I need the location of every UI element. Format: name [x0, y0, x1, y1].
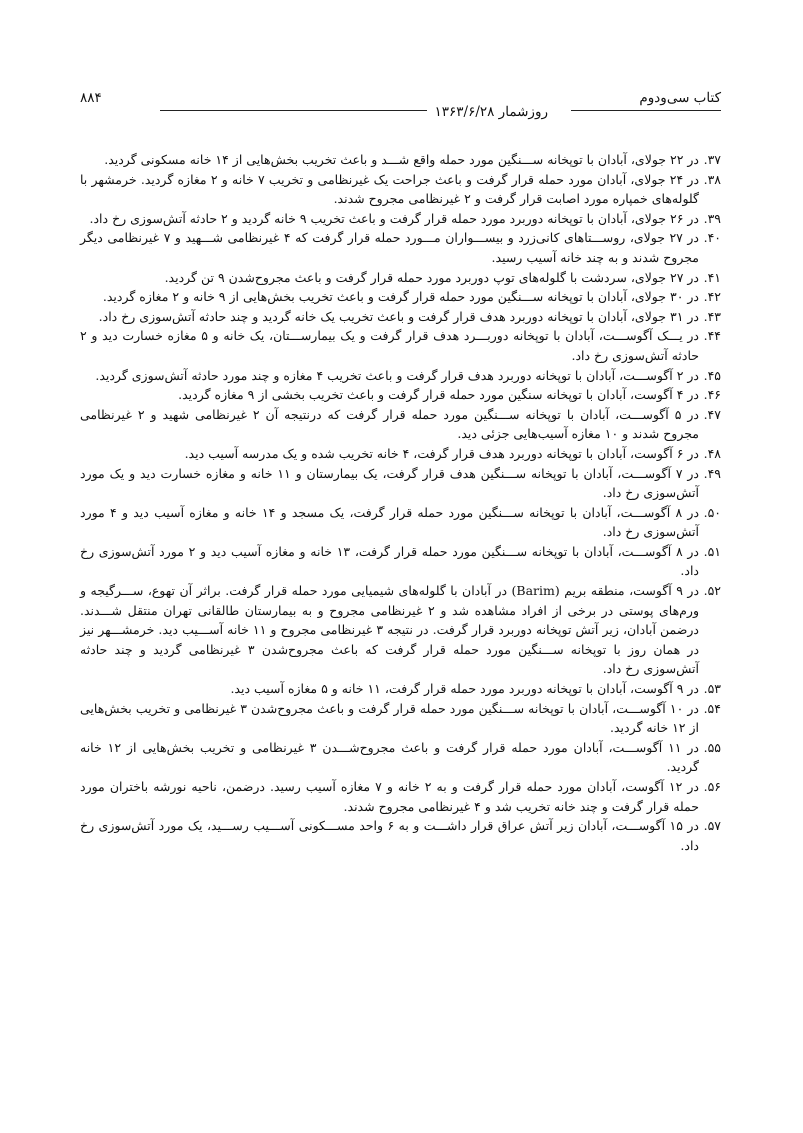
book-title: کتاب سی‌ودوم [639, 90, 721, 106]
page-header [80, 90, 721, 120]
entry-text: در ۵ آگوســـت، آبادان با توپخانه ســـنگین مورد حمله قرار گرفت که درنتیجه آن ۲ غیرنظامی شهید و ۲ غیرنظامی مجروح شدند و ۱۰ مغازه آسیب‌هایی جزئی دید. [80, 406, 699, 442]
entry-57 [80, 816, 721, 855]
entry-47 [80, 405, 721, 444]
entry-37 [80, 150, 721, 170]
entry-number: ۴۴. [703, 328, 722, 344]
entry-49 [80, 464, 721, 503]
entry-text: در ۸ آگوســـت، آبادان با توپخانه ســـنگین مورد حمله قرار گرفت، ۱۳ خانه و مغازه آسیب دید و ۲ مورد آتش‌سوزی رخ داد. [80, 543, 700, 579]
entry-text: در ۴ آگوست، آبادان با توپخانه سنگین مورد حمله قرار گرفت و باعث تخریب بخشی از ۹ مغازه گردید. [178, 387, 699, 403]
entry-41 [80, 268, 721, 288]
entry-text: در ۳۱ جولای، آبادان با توپخانه دوربرد هدف قرار گرفت و باعث تخریب یک خانه گردید و چند حادثه آتش‌سوزی رخ داد. [98, 308, 699, 324]
header-rule [160, 110, 443, 111]
entry-number: ۴۹. [703, 465, 721, 481]
entry-text: در ۶ آگوست، آبادان با توپخانه دوربرد هدف قرار گرفت، ۴ خانه تخریب شده و یک مدرسه آسیب دید. [184, 445, 699, 461]
entry-44 [80, 326, 721, 365]
entry-55 [80, 738, 721, 777]
entry-text: در ۲۷ جولای، سردشت با گلوله‌های توپ دوربرد مورد حمله قرار گرفت و باعث مجروح‌شدن ۹ تن گردید. [164, 269, 699, 285]
entry-number: ۴۰. [703, 230, 721, 246]
entry-number: ۵۷. [703, 818, 722, 834]
entry-number: ۵۱. [703, 543, 722, 559]
entry-40 [80, 228, 721, 267]
entry-54 [80, 699, 721, 738]
entry-list [80, 150, 721, 855]
entry-56 [80, 777, 721, 816]
entry-number: ۳۹. [703, 210, 721, 226]
entry-number: ۴۸. [703, 445, 721, 461]
entry-46 [80, 385, 721, 405]
entry-text: در ۹ آگوست، آبادان با توپخانه دوربرد مورد حمله قرار گرفت، ۱۱ خانه و ۵ مغازه آسیب دید. [230, 681, 699, 697]
entry-45 [80, 366, 721, 386]
entry-38 [80, 170, 721, 209]
entry-48 [80, 444, 721, 464]
entry-50 [80, 503, 721, 542]
entry-51 [80, 542, 721, 581]
entry-text: در ۸ آگوســـت، آبادان با توپخانه ســـنگین مورد حمله قرار گرفت، یک مسجد و ۱۴ خانه و مغازه آسیب دید و ۴ مورد آتش‌سوزی رخ داد. [80, 504, 700, 540]
entry-number: ۴۵. [703, 367, 721, 383]
entry-text: در یـــک آگوســـت، آبادان با توپخانه دوربـــرد هدف قرار گرفت و یک بیمارســـتان، یک خانه و ۵ مغازه خسارت دید و ۲ حادثه آتش‌سوزی رخ داد. [80, 328, 700, 363]
entry-text: در ۲۲ جولای، آبادان با توپخانه ســـنگین مورد حمله واقع شـــد و باعث تخریب بخش‌هایی از ۱۴ خانه مسکونی گردید. [104, 152, 699, 167]
entry-number: ۵۰. [703, 504, 722, 520]
entry-number: ۵۵. [703, 739, 721, 755]
entry-number: ۴۶. [703, 387, 721, 403]
entry-number: ۴۲. [703, 289, 721, 305]
entry-number: ۳۸. [703, 171, 722, 187]
entry-text: در ۱۲ آگوست، آبادان مورد حمله قرار گرفت و به ۲ خانه و ۷ مغازه آسیب رسید. درضمن، ناحیه نورشه باختران مورد حمله قرار گرفت و چند خانه تخریب شد و ۴ غیرنظامی مجروح شدند. [80, 779, 699, 814]
entry-number: ۳۷. [703, 152, 721, 167]
entry-text: در ۷ آگوســـت، آبادان با توپخانه ســـنگین هدف قرار گرفت، یک بیمارستان و ۱۱ خانه و مغازه خسارت دید و یک مورد آتش‌سوزی رخ داد. [80, 465, 699, 501]
entry-number: ۵۳. [703, 681, 721, 697]
entry-43 [80, 307, 721, 327]
entry-number: ۵۶. [703, 779, 721, 794]
entry-number: ۵۴. [703, 700, 721, 716]
entry-number: ۴۱. [703, 269, 721, 285]
entry-text: در ۲۴ جولای، آبادان مورد حمله قرار گرفت و باعث جراحت یک غیرنظامی و تخریب ۷ خانه و ۲ مغازه گردید. خرمشهر با گلوله‌های خمپاره مورد اصابت قرار گرفت و ۲ غیرنظامی مجروح شدند. [80, 171, 700, 207]
entry-number: ۴۳. [703, 308, 721, 324]
entry-text: در ۲ آگوســـت، آبادان با توپخانه دوربرد هدف قرار گرفت و باعث تخریب ۴ مغازه و چند مورد حادثه آتش‌سوزی گردید. [95, 367, 699, 383]
entry-number: ۵۲. [703, 583, 722, 599]
entry-text: در ۱۵ آگوســـت، آبادان زیر آتش عراق قرار داشـــت و به ۶ واحد مســـکونی آســـیب رســـید، یک مورد آتش‌سوزی رخ داد. [80, 818, 700, 853]
entry-text: در ۱۱ آگوســـت، آبادان مورد حمله قرار گرفت و باعث مجروح‌شـــدن ۳ غیرنظامی و تخریب بخش‌هایی از ۱۲ خانه گردید. [80, 739, 699, 775]
entry-52 [80, 581, 721, 679]
entry-text: در ۲۶ جولای، آبادان با توپخانه دوربرد مورد حمله قرار گرفت و باعث تخریب ۹ خانه گردید و ۲ حادثه آتش‌سوزی رخ داد. [89, 210, 699, 226]
diary-date: روزشمار ۱۳۶۳/۶/۲۸ [427, 104, 556, 120]
entry-53 [80, 679, 721, 699]
entry-39 [80, 209, 721, 229]
entry-text: در ۳۰ جولای، آبادان با توپخانه ســـنگین مورد حمله قرار گرفت و باعث تخریب بخش‌هایی از ۹ خانه و ۲ مغازه گردید. [102, 289, 699, 305]
page-number: ۸۸۴ [80, 90, 102, 106]
entry-number: ۴۷. [703, 406, 721, 422]
header-rule-right [571, 110, 721, 111]
entry-text: در ۱۰ آگوســـت، آبادان با توپخانه ســـنگین مورد حمله قرار گرفت و باعث مجروح‌شدن ۳ غیرنظامی و تخریب بخش‌هایی از ۱۲ خانه گردید. [80, 700, 699, 736]
entry-text: در ۲۷ جولای، روســـتاهای کانی‌زرد و بیســـواران مـــورد حمله قرار گرفت که ۴ غیرنظامی شـــهید و ۷ غیرنظامی دیگر مجروح شدند و به چند خانه آسیب رسید. [80, 230, 699, 265]
entry-42 [80, 287, 721, 307]
entry-text: در ۹ آگوست، منطقه بریم (Barim) در آبادان با گلوله‌های شیمیایی مورد حمله قرار گرفت. براثر آن تهوع، ســـرگیجه و ورم‌های پوستی در برخی از افراد مشاهده شد و ۲ غیرنظامی مجروح و به بیمارستان طالقانی تهران منتقل شـــدند. درضمن آبادان، زیر آتش توپخانه دوربرد قرار گرفت. در نتیجه ۳ غیرنظامی مجروح و ۱۱ خانه آســـیب دید. خرمشـــهر نیز در همان روز با توپخانه ســـنگین مورد حمله قرار گرفت که باعث مجروح‌شدن ۳ غیرنظامی گردید و چند حادثه آتش‌سوزی رخ داد. [80, 583, 700, 677]
